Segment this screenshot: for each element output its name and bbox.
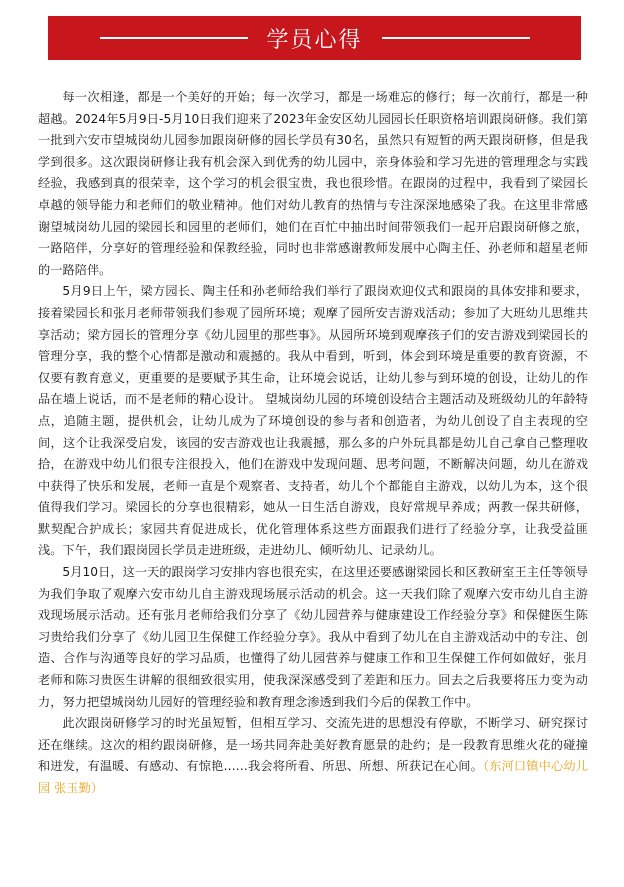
paragraph-4-text: 此次跟岗研修学习的时光虽短暂，但相互学习、交流先进的思想没有停歇，不断学习、研究探讨还在继续。这次的相约跟岗研修，是一场共同奔赴美好教育愿景的赴约；是一段教育思维火花的碰撞和迸发，有温暖、有感动、有惊艳……我会将所看、所思、所想、所获记在心间。 [38,716,588,774]
banner-line-right [382,37,530,39]
paragraph-1: 每一次相逢，都是一个美好的开始；每一次学习，都是一场难忘的修行；每一次前行，都是一种超越。2024年5月9日-5月10日我们迎来了2023年金安区幼儿园园长任职资格培训跟岗研修。我们第一批到六安市望城岗幼儿园参加跟岗研修的园长学员有30名，虽然只有短暂的两天跟岗研修，但是我学到很多。这次跟岗研修让我有机会深入到优秀的幼儿园中，亲身体验和学习先进的管理理念与实践经验，我感到真的很荣幸，这个学习的机会很宝贵，我也很珍惜。在跟岗的过程中，我看到了梁园长卓越的领导能力和老师们的敬业精神。他们对幼儿教育的热情与专注深深地感染了我。在这里非常感谢望城岗幼儿园的梁园长和园里的老师们，她们在百忙中抽出时间带领我们一起开启跟岗研修之旅，一路陪伴，分享好的管理经验和保教经验，同时也非常感谢教师发展中心陶主任、孙老师和超星老师的一路陪伴。 [38,90,588,277]
title-banner [48,16,581,60]
author-signature: （东河口镇中心幼儿园 张玉勤） [38,759,588,795]
banner-line-left [100,37,248,39]
paragraph-3: 5月10日，这一天的跟岗学习安排内容也很充实，在这里还要感谢梁园长和区教研室王主任等领导为我们争取了观摩六安市幼儿自主游戏现场展示活动的机会。这一天我们除了观摩六安市幼儿自主游戏现场展示活动。还有张月老师给我们分享了《幼儿园营养与健康建设工作经验分享》和保健医生陈习贵给我们分享了《幼儿园卫生保健工作经验分享》。我从中看到了幼儿在自主游戏活动中的专注、创造、合作与沟通等良好的学习品质，也懂得了幼儿园营养与健康工作和卫生保健工作何如做好，张月老师和陈习贵医生讲解的很细致很实用，使我深深感受到了差距和压力。回去之后我要将压力变为动力，努力把望城岗幼儿园好的管理经验和教育理念渗透到我们今后的保教工作中。 [38,565,588,709]
paragraph-4 [38,713,588,799]
page-title: 学员心得 [266,27,363,53]
paragraph-2: 5月9日上午，梁方园长、陶主任和孙老师给我们举行了跟岗欢迎仪式和跟岗的具体安排和要求，接着梁园长和张月老师带领我们参观了园所环境；观摩了园所安吉游戏活动；参加了大班幼儿思维共享活动；梁方园长的管理分享《幼儿园里的那些事》。从园所环境到观摩孩子们的安吉游戏到梁园长的管理分享，我的整个心情都是激动和震撼的。我从中看到，听到，体会到环境是重要的教育资源，不仅要有教育意义，更重要的是要赋予其生命，让环境会说话，让幼儿参与到环境的创设，让幼儿的作品在墙上说话，而不是老师的精心设计。 望城岗幼儿园的环境创设结合主题活动及班级幼儿的年龄特点，追随主题，提供机会，让幼儿成为了环境创设的参与者和创造者，为幼儿创设了自主表现的空间，这个让我深受启发，该园的安吉游戏也让我震撼，那么多的户外玩具都是幼儿自己拿自己整理收拾，在游戏中幼儿们很专注很投入，他们在游戏中发现问题、思考问题，不断解决问题，幼儿在游戏中获得了快乐和发展，老师一直是个观察者、支持者，幼儿个个都能自主游戏，以幼儿为本，这个很值得我们学习。梁园长的分享也很精彩，她从一日生活自游戏，良好常规早养成；两教一保共研修，默契配合护成长；家园共育促进成长，优化管理体系这些方面跟我们进行了经验分享，让我受益匪浅。下午，我们跟岗园长学员走进班级，走进幼儿、倾听幼儿、记录幼儿。 [38,284,588,558]
article-body [38,87,588,800]
